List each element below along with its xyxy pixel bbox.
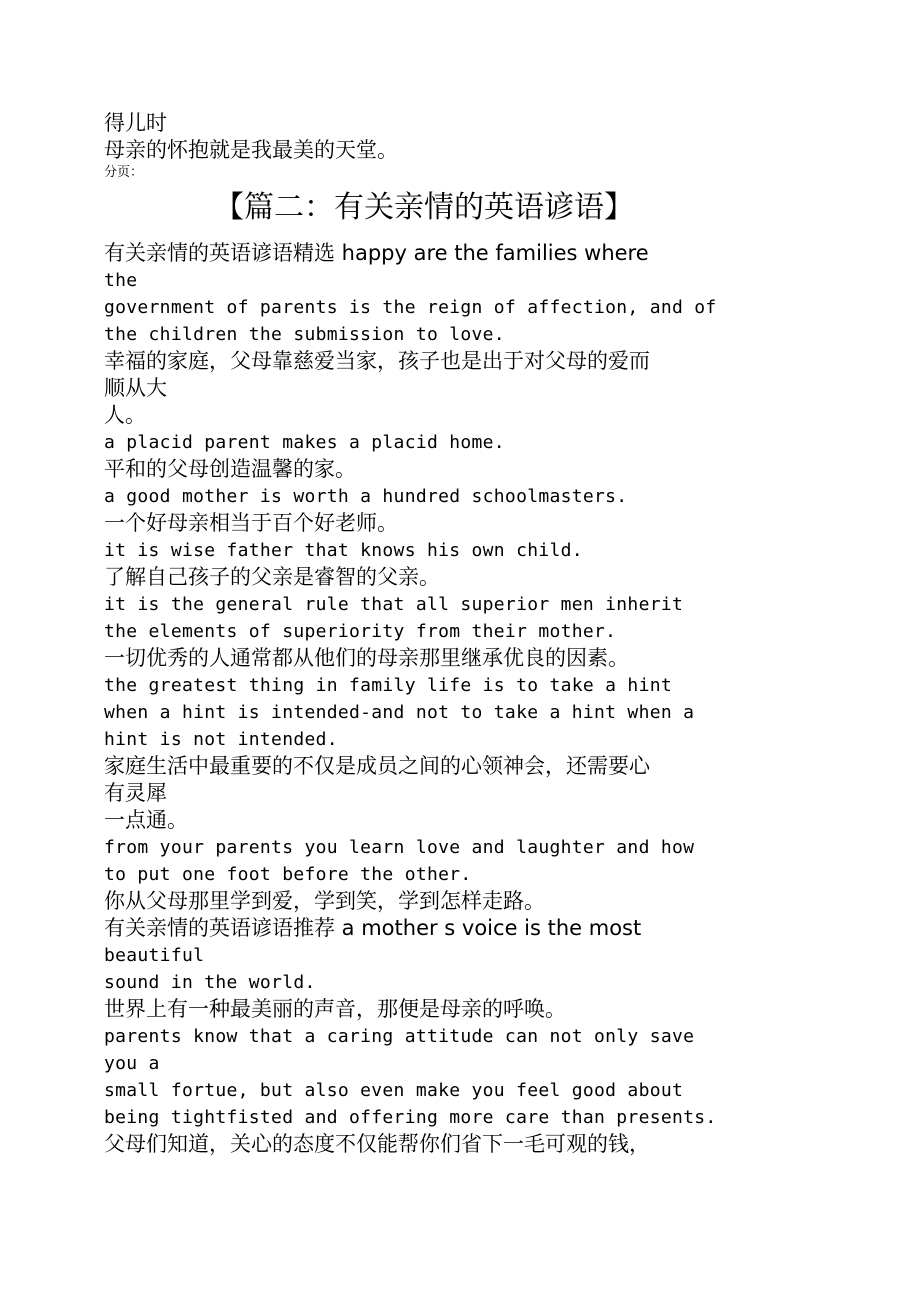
body-line: small fortue, but also even make you feel good about (104, 1080, 684, 1101)
body-line: the greatest thing in family life is to take a hint (104, 675, 672, 696)
body-line: 顺从大 (104, 376, 167, 400)
body-line: the children the submission to love. (104, 324, 505, 345)
section-title: 【篇二：有关亲情的英语谚语】 (214, 190, 634, 225)
body-line: 幸福的家庭，父母靠慈爱当家，孩子也是出于对父母的爱而 (104, 349, 650, 373)
body-line: 父母们知道，关心的态度不仅能帮你们省下一毛可观的钱， (104, 1132, 650, 1156)
body-line: to put one foot before the other. (104, 864, 472, 885)
body-line: 有灵犀 (104, 781, 167, 805)
body-line: a placid parent makes a placid home. (104, 432, 505, 453)
body-line: 平和的父母创造温馨的家。 (104, 457, 356, 481)
body-line: 人。 (104, 403, 146, 427)
body-line: 一点通。 (104, 808, 188, 832)
body-line: from your parents you learn love and laughter and how (104, 837, 695, 858)
body-line: when a hint is intended-and not to take a hint when a (104, 702, 695, 723)
body-line: the elements of superiority from their mother. (104, 621, 617, 642)
body-line: parents know that a caring attitude can not only save (104, 1026, 695, 1047)
intro-line-2: 母亲的怀抱就是我最美的天堂。 (104, 138, 398, 162)
body-line: 世界上有一种最美丽的声音，那便是母亲的呼唤。 (104, 997, 566, 1021)
body-line: it is wise father that knows his own child. (104, 540, 583, 561)
body-line: you a (104, 1053, 160, 1074)
body-line: it is the general rule that all superior men inherit (104, 594, 684, 615)
body-line: sound in the world. (104, 972, 316, 993)
body-line: 有关亲情的英语谚语精选 happy are the families where (104, 241, 649, 265)
body-line: 你从父母那里学到爱，学到笑，学到怎样走路。 (104, 889, 545, 913)
body-line: 一切优秀的人通常都从他们的母亲那里继承优良的因素。 (104, 646, 629, 670)
document-page (104, 110, 744, 1158)
body-line: hint is not intended. (104, 729, 338, 750)
body-line: the (104, 270, 138, 291)
page-break-label: 分页： (104, 165, 144, 180)
body-line: 了解自己孩子的父亲是睿智的父亲。 (104, 565, 440, 589)
intro-line-1: 得儿时 (104, 111, 167, 135)
body-line: beautiful (104, 945, 205, 966)
body-line: being tightfisted and offering more care than presents. (104, 1107, 717, 1128)
body-line: a good mother is worth a hundred schoolmasters. (104, 486, 628, 507)
body-line: 有关亲情的英语谚语推荐 a mother s voice is the most (104, 916, 642, 940)
body-line: 一个好母亲相当于百个好老师。 (104, 511, 398, 535)
body-line: 家庭生活中最重要的不仅是成员之间的心领神会，还需要心 (104, 754, 650, 778)
body-line: government of parents is the reign of affection, and of (104, 297, 717, 318)
